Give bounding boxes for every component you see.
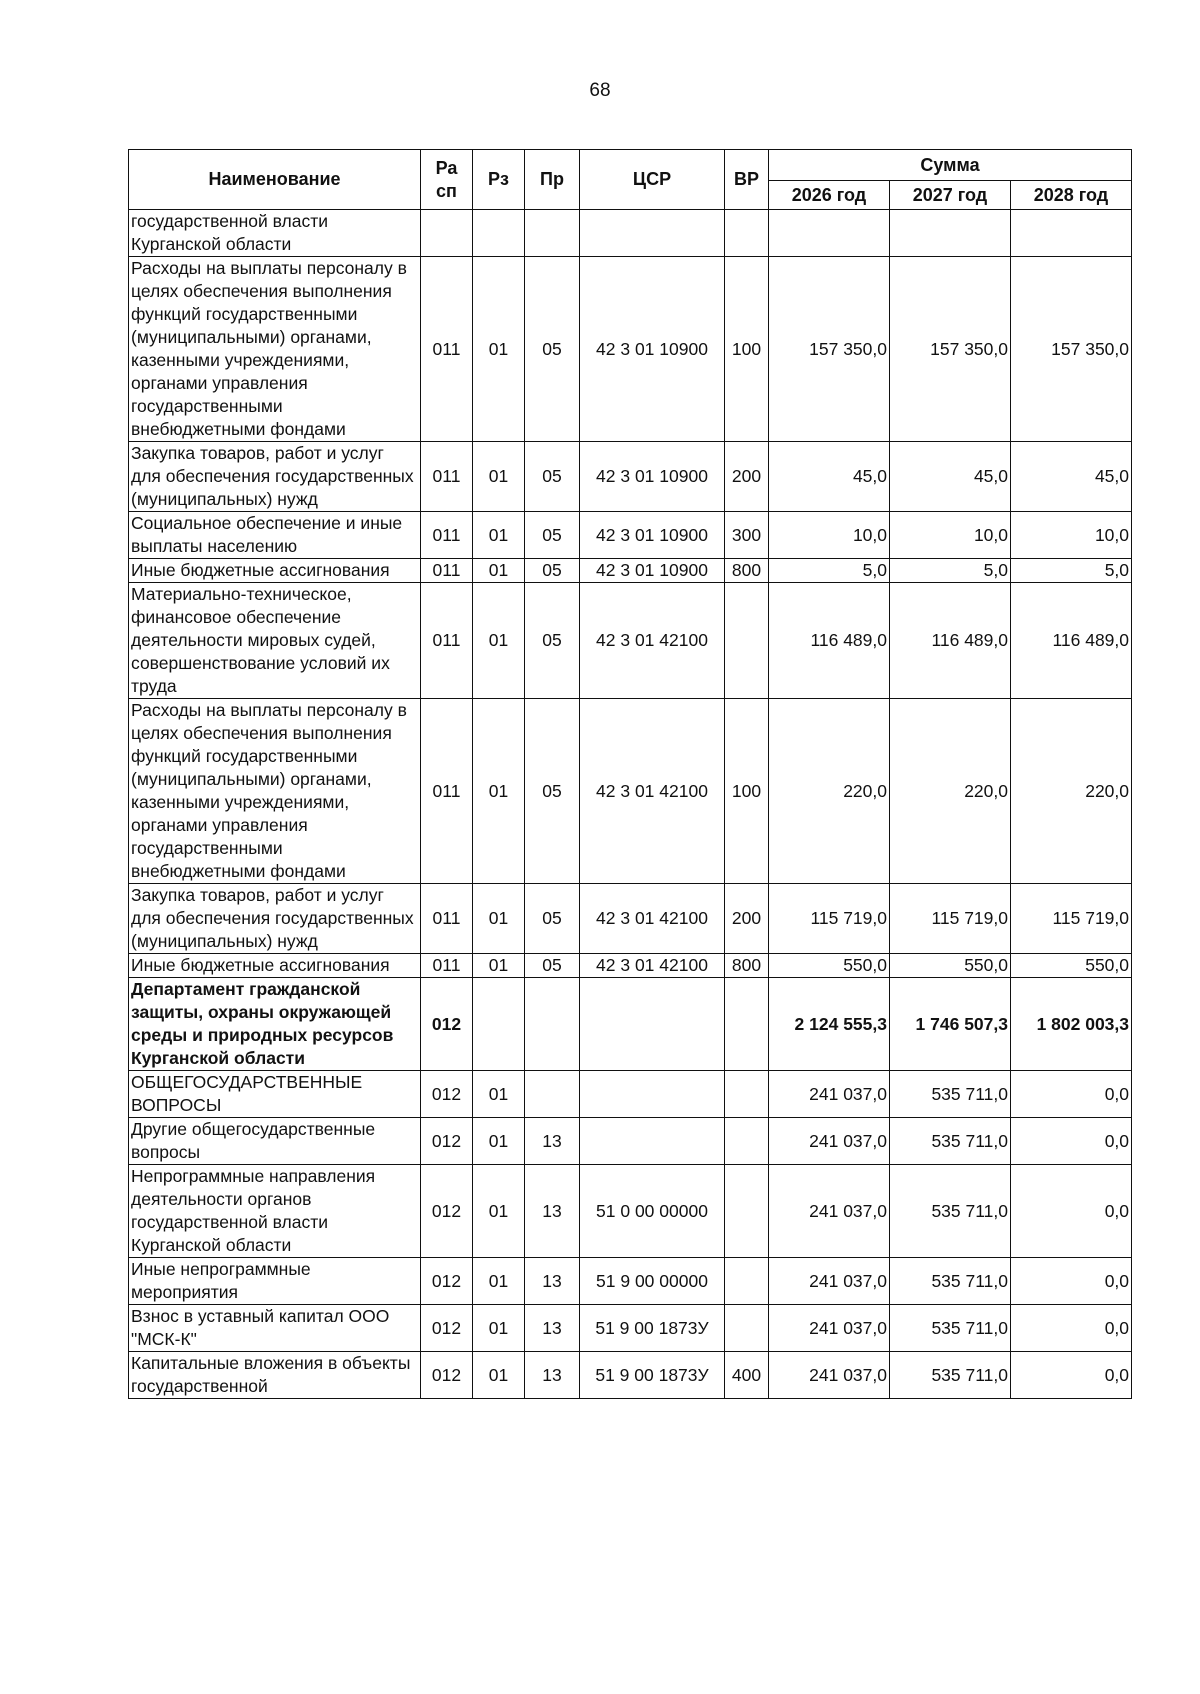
cell-sum-2027: 5,0 bbox=[890, 559, 1011, 583]
cell-sum-2027: 535 711,0 bbox=[890, 1165, 1011, 1258]
cell-rz: 01 bbox=[473, 1305, 525, 1352]
cell-sum-2028: 0,0 bbox=[1011, 1258, 1132, 1305]
cell-sum-2028: 115 719,0 bbox=[1011, 884, 1132, 954]
cell-csr: 42 3 01 42100 bbox=[580, 699, 725, 884]
cell-sum-2026: 157 350,0 bbox=[769, 257, 890, 442]
cell-rasp: 012 bbox=[421, 1071, 473, 1118]
cell-csr: 51 9 00 00000 bbox=[580, 1258, 725, 1305]
cell-sum-2027: 550,0 bbox=[890, 954, 1011, 978]
cell-sum-2028: 157 350,0 bbox=[1011, 257, 1132, 442]
cell-rasp: 012 bbox=[421, 1305, 473, 1352]
cell-rasp: 011 bbox=[421, 512, 473, 559]
cell-sum-2027: 220,0 bbox=[890, 699, 1011, 884]
cell-csr: 51 0 00 00000 bbox=[580, 1165, 725, 1258]
table-row bbox=[129, 1352, 1132, 1399]
cell-sum-2027: 1 746 507,3 bbox=[890, 978, 1011, 1071]
cell-sum-2028: 0,0 bbox=[1011, 1071, 1132, 1118]
cell-name: Закупка товаров, работ и услуг для обеспечения государственных (муниципальных) нужд bbox=[129, 442, 421, 512]
table-row bbox=[129, 699, 1132, 884]
cell-csr: 51 9 00 1873У bbox=[580, 1352, 725, 1399]
cell-rz: 01 bbox=[473, 1258, 525, 1305]
cell-vr: 200 bbox=[725, 442, 769, 512]
cell-vr bbox=[725, 1165, 769, 1258]
table-row bbox=[129, 583, 1132, 699]
table-row bbox=[129, 559, 1132, 583]
cell-pr: 13 bbox=[525, 1165, 580, 1258]
table-row bbox=[129, 442, 1132, 512]
cell-rz: 01 bbox=[473, 583, 525, 699]
header-rz: Рз bbox=[473, 150, 525, 210]
table-row bbox=[129, 1071, 1132, 1118]
cell-csr: 42 3 01 10900 bbox=[580, 257, 725, 442]
cell-sum-2027: 535 711,0 bbox=[890, 1352, 1011, 1399]
cell-sum-2026: 2 124 555,3 bbox=[769, 978, 890, 1071]
cell-sum-2027: 535 711,0 bbox=[890, 1305, 1011, 1352]
cell-sum-2026: 5,0 bbox=[769, 559, 890, 583]
header-vr: ВР bbox=[725, 150, 769, 210]
cell-name: Непрограммные направления деятельности органов государственной власти Курганской области bbox=[129, 1165, 421, 1258]
cell-sum-2026: 10,0 bbox=[769, 512, 890, 559]
table-row bbox=[129, 954, 1132, 978]
cell-pr: 05 bbox=[525, 699, 580, 884]
cell-pr: 13 bbox=[525, 1258, 580, 1305]
cell-name: Другие общегосударственные вопросы bbox=[129, 1118, 421, 1165]
header-rasp: Ра сп bbox=[421, 150, 473, 210]
cell-sum-2028: 116 489,0 bbox=[1011, 583, 1132, 699]
table-row bbox=[129, 1118, 1132, 1165]
cell-sum-2026: 241 037,0 bbox=[769, 1352, 890, 1399]
cell-sum-2026: 45,0 bbox=[769, 442, 890, 512]
cell-sum-2027: 535 711,0 bbox=[890, 1071, 1011, 1118]
cell-rasp: 011 bbox=[421, 442, 473, 512]
cell-sum-2028: 0,0 bbox=[1011, 1352, 1132, 1399]
cell-sum-2028: 5,0 bbox=[1011, 559, 1132, 583]
cell-pr: 05 bbox=[525, 559, 580, 583]
cell-csr: 42 3 01 10900 bbox=[580, 442, 725, 512]
cell-pr bbox=[525, 978, 580, 1071]
cell-vr: 100 bbox=[725, 699, 769, 884]
cell-sum-2027: 10,0 bbox=[890, 512, 1011, 559]
cell-rasp: 011 bbox=[421, 257, 473, 442]
cell-pr: 05 bbox=[525, 442, 580, 512]
cell-csr: 42 3 01 42100 bbox=[580, 583, 725, 699]
cell-sum-2026: 116 489,0 bbox=[769, 583, 890, 699]
cell-sum-2028: 0,0 bbox=[1011, 1118, 1132, 1165]
table-row bbox=[129, 1305, 1132, 1352]
cell-vr: 200 bbox=[725, 884, 769, 954]
cell-sum-2028 bbox=[1011, 210, 1132, 257]
cell-pr: 05 bbox=[525, 884, 580, 954]
cell-csr bbox=[580, 210, 725, 257]
cell-rasp: 011 bbox=[421, 884, 473, 954]
cell-sum-2028: 0,0 bbox=[1011, 1165, 1132, 1258]
table-row bbox=[129, 1165, 1132, 1258]
cell-rz bbox=[473, 978, 525, 1071]
cell-sum-2026 bbox=[769, 210, 890, 257]
cell-vr: 100 bbox=[725, 257, 769, 442]
cell-pr: 05 bbox=[525, 954, 580, 978]
cell-sum-2026: 241 037,0 bbox=[769, 1118, 890, 1165]
cell-pr: 13 bbox=[525, 1305, 580, 1352]
cell-sum-2028: 220,0 bbox=[1011, 699, 1132, 884]
cell-sum-2027: 535 711,0 bbox=[890, 1258, 1011, 1305]
cell-name: Расходы на выплаты персоналу в целях обеспечения выполнения функций государственными (муниципальными) органами, казенными учреждениями, органами управления государственными внебюджетными фондами bbox=[129, 257, 421, 442]
cell-rz: 01 bbox=[473, 1352, 525, 1399]
table-row bbox=[129, 257, 1132, 442]
cell-name: Иные непрограммные мероприятия bbox=[129, 1258, 421, 1305]
cell-sum-2026: 241 037,0 bbox=[769, 1258, 890, 1305]
cell-vr: 400 bbox=[725, 1352, 769, 1399]
cell-rz: 01 bbox=[473, 512, 525, 559]
cell-vr bbox=[725, 583, 769, 699]
cell-rasp: 012 bbox=[421, 1165, 473, 1258]
cell-sum-2026: 241 037,0 bbox=[769, 1305, 890, 1352]
cell-vr bbox=[725, 1258, 769, 1305]
cell-name: Закупка товаров, работ и услуг для обеспечения государственных (муниципальных) нужд bbox=[129, 884, 421, 954]
cell-rasp: 012 bbox=[421, 978, 473, 1071]
cell-rz: 01 bbox=[473, 559, 525, 583]
cell-rasp: 011 bbox=[421, 583, 473, 699]
cell-csr: 42 3 01 10900 bbox=[580, 512, 725, 559]
cell-sum-2026: 115 719,0 bbox=[769, 884, 890, 954]
cell-vr: 300 bbox=[725, 512, 769, 559]
cell-vr bbox=[725, 1071, 769, 1118]
cell-vr: 800 bbox=[725, 954, 769, 978]
cell-pr: 05 bbox=[525, 583, 580, 699]
header-year-2028: 2028 год bbox=[1011, 181, 1132, 210]
cell-sum-2027 bbox=[890, 210, 1011, 257]
cell-sum-2028: 1 802 003,3 bbox=[1011, 978, 1132, 1071]
cell-rasp: 012 bbox=[421, 1258, 473, 1305]
table-row bbox=[129, 884, 1132, 954]
cell-rz: 01 bbox=[473, 257, 525, 442]
cell-csr: 42 3 01 42100 bbox=[580, 884, 725, 954]
cell-rasp: 011 bbox=[421, 954, 473, 978]
cell-sum-2027: 116 489,0 bbox=[890, 583, 1011, 699]
header-year-2027: 2027 год bbox=[890, 181, 1011, 210]
cell-csr bbox=[580, 1071, 725, 1118]
table-row bbox=[129, 978, 1132, 1071]
cell-name: Расходы на выплаты персоналу в целях обеспечения выполнения функций государственными (муниципальными) органами, казенными учреждениями, органами управления государственными внебюджетными фондами bbox=[129, 699, 421, 884]
cell-pr bbox=[525, 1071, 580, 1118]
cell-name: Взнос в уставный капитал ООО "МСК-К" bbox=[129, 1305, 421, 1352]
cell-sum-2027: 45,0 bbox=[890, 442, 1011, 512]
cell-name: Иные бюджетные ассигнования bbox=[129, 559, 421, 583]
cell-name: государственной власти Курганской области bbox=[129, 210, 421, 257]
cell-pr: 13 bbox=[525, 1352, 580, 1399]
cell-sum-2026: 241 037,0 bbox=[769, 1165, 890, 1258]
table-row bbox=[129, 1258, 1132, 1305]
cell-sum-2028: 45,0 bbox=[1011, 442, 1132, 512]
header-sum: Сумма bbox=[769, 150, 1132, 181]
cell-name: ОБЩЕГОСУДАРСТВЕННЫЕ ВОПРОСЫ bbox=[129, 1071, 421, 1118]
cell-vr bbox=[725, 210, 769, 257]
cell-name: Материально-техническое, финансовое обеспечение деятельности мировых судей, совершенствование условий их труда bbox=[129, 583, 421, 699]
cell-sum-2028: 550,0 bbox=[1011, 954, 1132, 978]
cell-sum-2026: 550,0 bbox=[769, 954, 890, 978]
cell-rz bbox=[473, 210, 525, 257]
cell-rz: 01 bbox=[473, 442, 525, 512]
cell-pr: 05 bbox=[525, 512, 580, 559]
cell-sum-2028: 10,0 bbox=[1011, 512, 1132, 559]
header-name: Наименование bbox=[129, 150, 421, 210]
cell-sum-2027: 115 719,0 bbox=[890, 884, 1011, 954]
cell-rz: 01 bbox=[473, 884, 525, 954]
cell-rz: 01 bbox=[473, 1071, 525, 1118]
table-row bbox=[129, 512, 1132, 559]
cell-rasp: 012 bbox=[421, 1352, 473, 1399]
cell-name: Иные бюджетные ассигнования bbox=[129, 954, 421, 978]
cell-sum-2026: 220,0 bbox=[769, 699, 890, 884]
cell-sum-2026: 241 037,0 bbox=[769, 1071, 890, 1118]
cell-name: Капитальные вложения в объекты государственной bbox=[129, 1352, 421, 1399]
cell-csr bbox=[580, 978, 725, 1071]
table-row bbox=[129, 210, 1132, 257]
cell-pr bbox=[525, 210, 580, 257]
cell-name: Департамент гражданской защиты, охраны окружающей среды и природных ресурсов Курганской области bbox=[129, 978, 421, 1071]
cell-csr bbox=[580, 1118, 725, 1165]
cell-csr: 51 9 00 1873У bbox=[580, 1305, 725, 1352]
cell-csr: 42 3 01 42100 bbox=[580, 954, 725, 978]
table-body bbox=[129, 210, 1132, 1399]
cell-sum-2027: 535 711,0 bbox=[890, 1118, 1011, 1165]
cell-pr: 13 bbox=[525, 1118, 580, 1165]
cell-rasp: 011 bbox=[421, 699, 473, 884]
cell-rasp: 012 bbox=[421, 1118, 473, 1165]
cell-vr bbox=[725, 978, 769, 1071]
header-row-top bbox=[129, 150, 1132, 181]
cell-csr: 42 3 01 10900 bbox=[580, 559, 725, 583]
cell-rz: 01 bbox=[473, 699, 525, 884]
header-pr: Пр bbox=[525, 150, 580, 210]
cell-pr: 05 bbox=[525, 257, 580, 442]
cell-rasp bbox=[421, 210, 473, 257]
cell-rz: 01 bbox=[473, 1165, 525, 1258]
cell-sum-2027: 157 350,0 bbox=[890, 257, 1011, 442]
cell-rasp: 011 bbox=[421, 559, 473, 583]
cell-vr bbox=[725, 1305, 769, 1352]
cell-vr bbox=[725, 1118, 769, 1165]
page-number: 68 bbox=[589, 80, 611, 101]
budget-table bbox=[128, 149, 1132, 1399]
header-year-2026: 2026 год bbox=[769, 181, 890, 210]
cell-rz: 01 bbox=[473, 954, 525, 978]
cell-name: Социальное обеспечение и иные выплаты населению bbox=[129, 512, 421, 559]
header-csr: ЦСР bbox=[580, 150, 725, 210]
cell-sum-2028: 0,0 bbox=[1011, 1305, 1132, 1352]
cell-rz: 01 bbox=[473, 1118, 525, 1165]
cell-vr: 800 bbox=[725, 559, 769, 583]
